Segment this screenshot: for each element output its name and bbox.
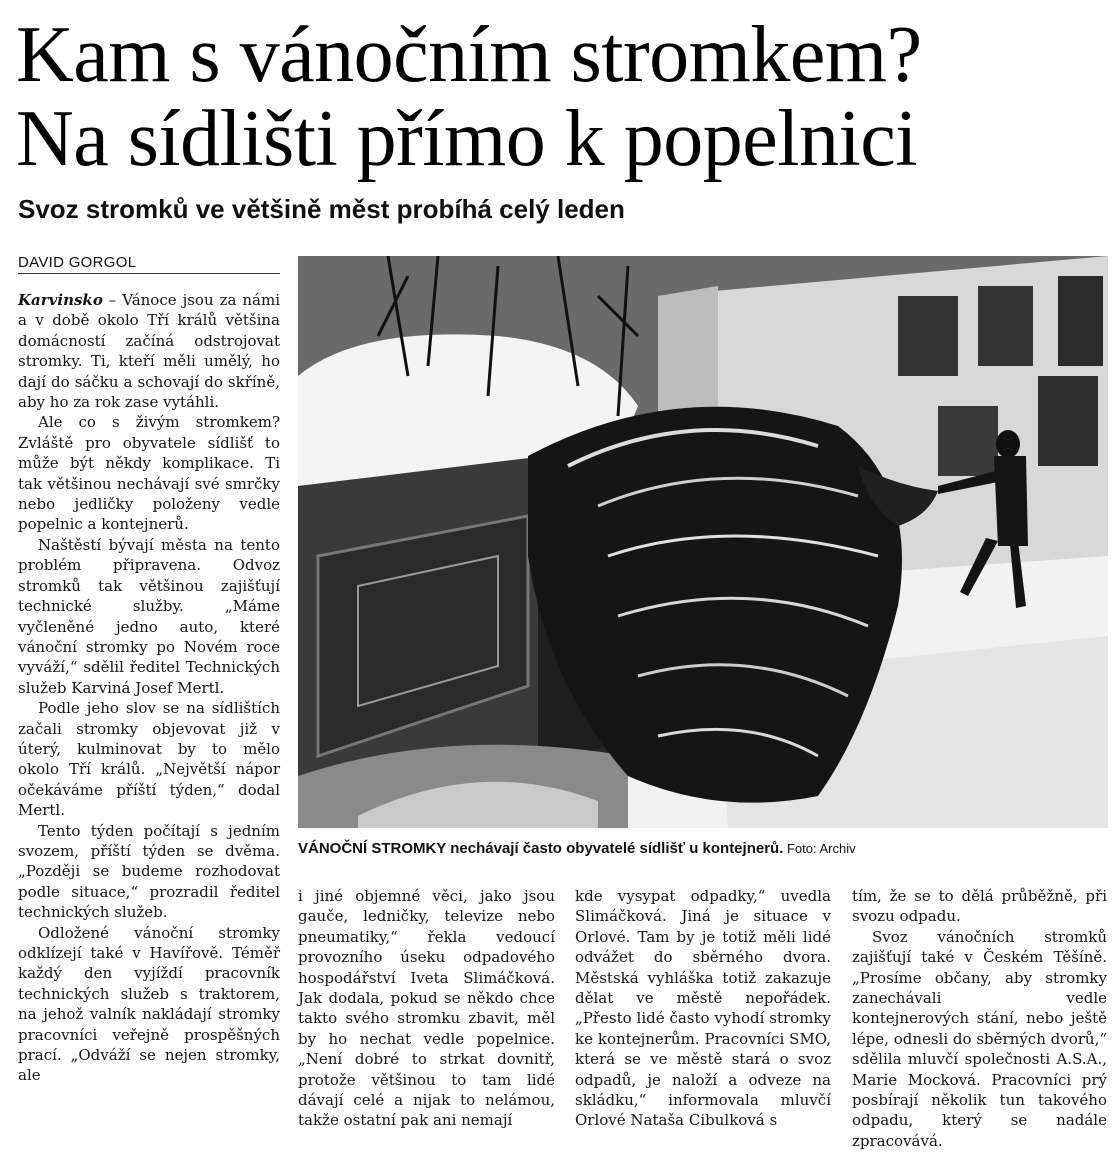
photo-credit: Foto: Archiv [783, 841, 856, 856]
paragraph-6: Odložené vánoční stromky odklízejí také v Havířově. Téměř každý den vyjíždí pracovník technických služeb s traktorem, na jehož valník nakládají stromky pracovníci veřejně prospěšných prací. „Odváží se nejen stromky, ale [18, 923, 280, 1085]
paragraph-10: Svoz vánočních stromků zajišťují také v Českém Těšíně. „Prosíme občany, aby stromky zanechávali vedle kontejnerových stání, nebo ještě lépe, odnesli do sběrných dvorů,“ sdělila mluvčí společnosti A.S.A., Marie Mocková. Pracovníci prý posbírají několik tun takového odpadu, který se nadále zpracovává. [852, 927, 1108, 1150]
photo-caption [298, 840, 1108, 857]
article-column-4 [852, 886, 1107, 1151]
photo-illustration [298, 256, 1108, 828]
headline-line-1: Kam s vánočním stromkem? [16, 11, 922, 99]
paragraph-4: Podle jeho slov se na sídlištích začali stromky objevovat již v úterý, kulminovat by to mělo okolo Tří králů. „Největší nápor očekáváme příští týden,“ dodal Mertl. [18, 699, 280, 820]
article-photo [298, 256, 1108, 828]
article-column-2 [298, 886, 555, 1131]
article-column-1 [18, 290, 280, 1086]
author-byline: DAVID GORGOL [18, 254, 280, 274]
lead-paragraph [18, 290, 280, 412]
paragraph-2: Ale co s živým stromkem? Zvláště pro obyvatele sídlišť to může být někdy komplikace. Ti tak většinou nechávají své smrčky nebo jedličky položeny vedle popelnic a kontejnerů. [18, 413, 280, 534]
headline-line-2: Na sídlišti přímo k popelnici [16, 95, 917, 183]
lead-text: – Vánoce jsou za námi a v době okolo Tří králů většina domácností začíná odstrojovat stromky. Ti, kteří měli umělý, ho dají do sáčku a schovají do skříně, aby ho za rok zase vytáhli. [18, 291, 280, 412]
subtitle: Svoz stromků ve většině měst probíhá celý leden [18, 194, 625, 224]
paragraph-3: Naštěstí bývají města na tento problém připravena. Odvoz stromků tak většinou zajišťují technické služby. „Máme vyčleněné jedno auto, které vánoční stromky po Novém roce vyváží,“ sdělil ředitel Technických služeb Karviná Josef Mertl. [18, 535, 280, 697]
caption-text: VÁNOČNÍ STROMKY nechávají často obyvatelé sídlišť u kontejnerů. [298, 840, 784, 857]
paragraph-9: tím, že se to dělá průběžně, při svozu odpadu. [852, 887, 1107, 926]
paragraph-8: kde vysypat odpadky,“ uvedla Slimáčková. Jiná je situace v Orlové. Tam by je totiž měli lidé odvážet do sběrného dvora. Městská vyhláška totiž zakazuje dělat ve městě nepořádek. „Přesto lidé často vyhodí stromky ke kontejnerům. Pracovníci SMO, která se ve městě stará o svoz odpadů, je naloží a odveze na skládku,“ informovala mluvčí Orlové Nataša Cibulková s [575, 887, 831, 1130]
article-column-3 [575, 886, 831, 1131]
paragraph-7: i jiné objemné věci, jako jsou gauče, ledničky, televize nebo pneumatiky,“ řekla vedoucí provozního úseku odpadového hospodářství Iveta Slimáčková. Jak dodala, pokud se někdo chce takto svého stromku zbavit, měl by ho nechat vedle popelnice. „Není dobré to strkat dovnitř, protože většinou to tam lidé dávají celé a nijak to nelámou, takže ostatní pak ani nemají [298, 887, 555, 1130]
paragraph-5: Tento týden počítají s jedním svozem, příští týden se dvěma. „Později se budeme rozhodovat podle situace,“ prozradil ředitel technických služeb. [18, 821, 280, 922]
dateline-place: Karvinsko [18, 291, 103, 309]
